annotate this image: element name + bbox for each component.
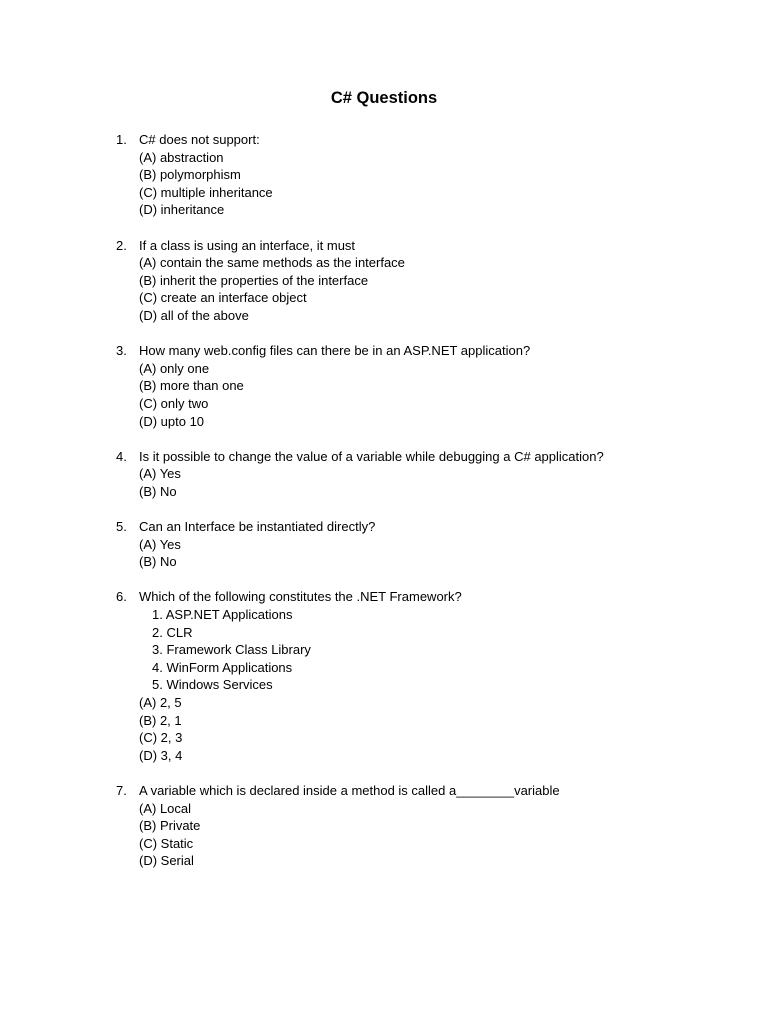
answer-option: (D) all of the above	[139, 307, 249, 323]
answer-option: (A) abstraction	[139, 149, 224, 165]
question-list	[112, 131, 732, 888]
question-number: 4.	[116, 448, 127, 464]
question-6	[112, 588, 732, 764]
question-7	[112, 782, 732, 870]
question-text: Is it possible to change the value of a variable while debugging a C# application?	[139, 448, 604, 464]
answer-option: (A) 2, 5	[139, 695, 182, 710]
answer-option: (A) only one	[139, 360, 210, 376]
framework-sub-item: 4. WinForm Applications	[152, 659, 293, 675]
answer-option: (B) No	[139, 554, 177, 570]
answer-option: (B) inherit the properties of the interface	[139, 272, 369, 288]
answer-option: (A) Yes	[139, 536, 181, 552]
answer-option: (A) Yes	[139, 466, 181, 482]
question-text: A variable which is declared inside a method is called a________variable	[139, 782, 560, 798]
answer-option: (C) Static	[139, 835, 194, 851]
question-2	[112, 237, 732, 325]
answer-option: (C) multiple inheritance	[139, 184, 273, 200]
question-1	[112, 131, 732, 219]
framework-sub-item: 5. Windows Services	[152, 677, 273, 693]
framework-sub-item: 3. Framework Class Library	[152, 642, 311, 658]
answer-option: (C) only two	[139, 395, 209, 411]
question-5	[112, 518, 732, 571]
question-number: 1.	[116, 132, 127, 147]
question-4	[112, 448, 732, 501]
answer-option: (B) No	[139, 483, 177, 499]
question-number: 2.	[116, 237, 127, 253]
answer-option: (D) inheritance	[139, 202, 225, 218]
answer-option: (D) upto 10	[139, 413, 205, 429]
question-number: 6.	[116, 589, 127, 605]
answer-option: (B) Private	[139, 818, 201, 834]
answer-option: (D) 3, 4	[139, 747, 183, 763]
answer-option: (A) contain the same methods as the interface	[139, 255, 405, 271]
answer-option: (C) 2, 3	[139, 730, 183, 746]
answer-option: (A) Local	[139, 800, 192, 816]
question-3	[112, 342, 732, 430]
question-text: If a class is using an interface, it must	[139, 237, 356, 253]
answer-option: (B) polymorphism	[139, 167, 241, 183]
answer-option: (B) more than one	[139, 378, 244, 394]
answer-option: (B) 2, 1	[139, 712, 182, 728]
question-number: 7.	[116, 782, 127, 798]
question-text: Can an Interface be instantiated directly?	[139, 519, 376, 535]
question-text: How many web.config files can there be in an ASP.NET application?	[139, 343, 531, 359]
framework-sub-item: 2. CLR	[152, 624, 193, 640]
question-text: C# does not support:	[139, 132, 260, 147]
question-number: 5.	[116, 519, 127, 535]
answer-option: (C) create an interface object	[139, 290, 307, 306]
answer-option: (D) Serial	[139, 853, 194, 869]
question-text: Which of the following constitutes the .NET Framework?	[139, 589, 462, 605]
page-title: C# Questions	[330, 89, 438, 107]
framework-sub-item: 1. ASP.NET Applications	[152, 607, 293, 623]
question-number: 3.	[116, 343, 127, 359]
